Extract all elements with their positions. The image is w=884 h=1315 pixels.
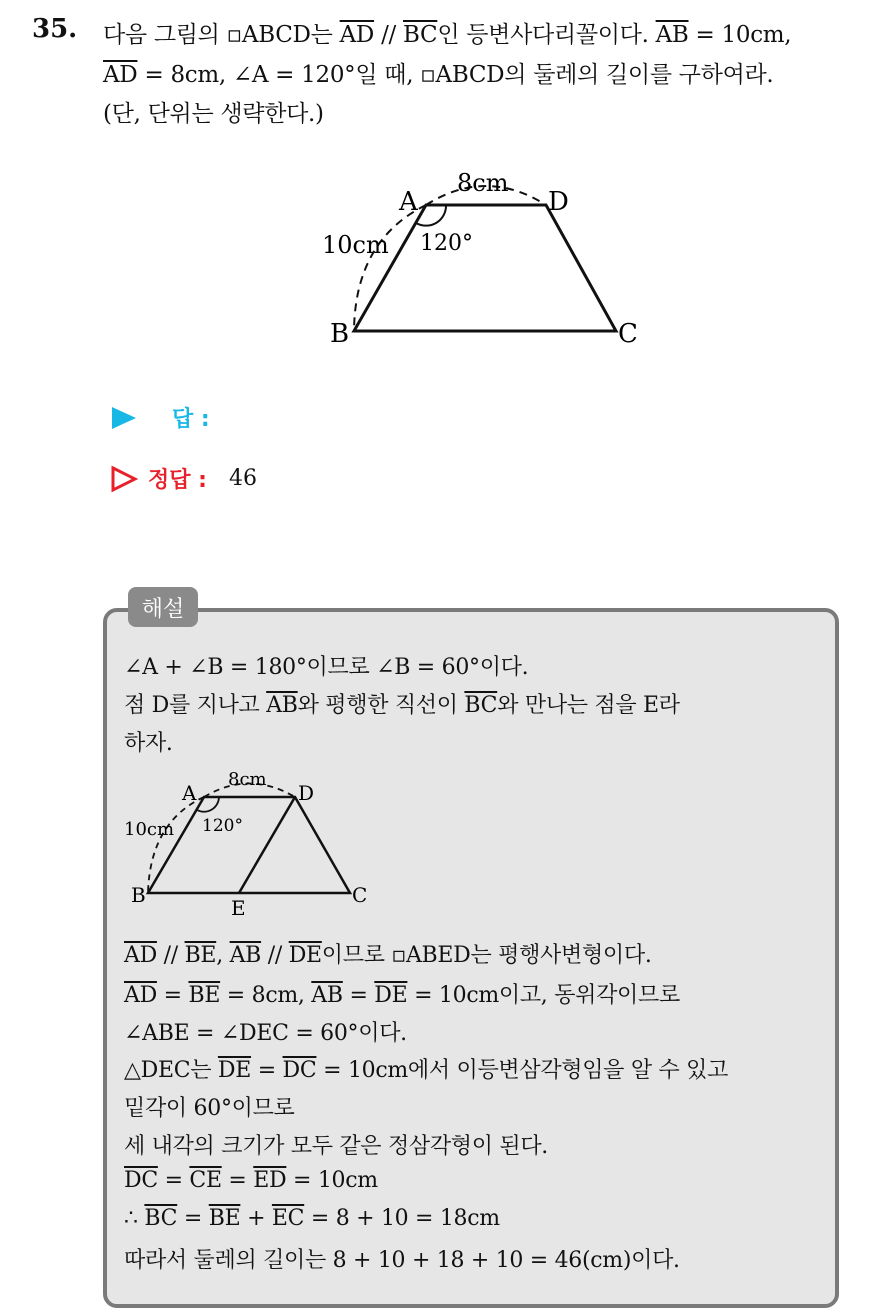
trapezoid-figure [300,165,660,355]
correct-answer-value: 46 [228,466,257,491]
vertex-a-label-2: A [182,781,197,805]
angle-label: 120° [420,231,473,256]
question-line-3: (단, 단위는 생략한다.) [103,101,324,127]
parallelogram-figure [118,770,388,920]
vertex-d-label-2: D [298,781,315,805]
question-line-2: $\overline{AD} = 8cm$, ∠A = 120°일 때, ▫ABCD의 둘레의 길이를 구하여라. [103,62,774,88]
outline-triangle-icon [110,465,138,493]
solution-line-2: 점 D를 지나고 $\overline{AB}$와 평행한 직선이 $\overline{BC}$와 만나는 점을 E라 [124,693,680,718]
top-length-label: 8cm [457,169,509,197]
correct-answer-row [110,463,257,494]
solution-line-12: 따라서 둘레의 길이는 8 + 10 + 18 + 10 = 46(cm)이다. [124,1248,680,1273]
play-triangle-icon [110,405,138,431]
solution-line-10: $\overline{DC} = \overline{CE} = \overline{ED} = 10cm$ [124,1168,378,1193]
question-line-1: 다음 그림의 ▫ABCD는 $\overline{AD} // \overline{BC}$인 등변사다리꼴이다. $\overline{AB} = 10cm$, [103,22,792,48]
correct-answer-label: 정답 : [148,468,207,493]
question-number: 35. [32,14,78,44]
solution-line-4: $\overline{AD} // \overline{BE}$, $\overline{AB} // \overline{DE}$이므로 ▫ABED는 평행사변형이다. [124,943,652,968]
vertex-b-label: B [330,319,350,349]
solution-line-9: 세 내각의 크기가 모두 같은 정삼각형이 된다. [124,1134,548,1159]
vertex-d-label: D [548,187,569,217]
vertex-e-label-2: E [231,896,246,920]
solution-tag: 해설 [128,587,198,627]
solution-line-3: 하자. [124,731,173,756]
solution-line-5: $\overline{AD} = \overline{BE} = 8cm$, $\overline{AB} = \overline{DE} = 10cm$이고, 동위각이므로 [124,983,680,1008]
trapezoid-shape [354,205,616,331]
angle-label-2: 120° [202,816,243,836]
solution-line-7: △DEC는 $\overline{DE} = \overline{DC} = 10cm$에서 이등변삼각형임을 알 수 있고 [124,1058,729,1083]
top-length-label-2: 8cm [228,770,267,790]
answer-label: 답 : [172,407,210,432]
solution-line-8: 밑각이 60°이므로 [124,1096,295,1121]
left-length-label: 10cm [322,231,389,259]
solution-line-1: ∠A + ∠B = 180°이므로 ∠B = 60°이다. [124,655,529,680]
left-length-label-2: 10cm [124,819,175,840]
trapezoid-shape-2 [148,797,350,893]
solution-line-6: ∠ABE = ∠DEC = 60°이다. [124,1021,407,1046]
vertex-b-label-2: B [131,883,146,907]
segment-de [239,797,295,893]
vertex-c-label-2: C [352,883,368,907]
solution-line-11: ∴ $\overline{BC} = \overline{BE} + \overline{EC} = 8 + 10 = 18cm$ [124,1206,500,1231]
vertex-c-label: C [618,319,638,349]
vertex-a-label: A [399,187,418,217]
answer-row [110,402,210,433]
